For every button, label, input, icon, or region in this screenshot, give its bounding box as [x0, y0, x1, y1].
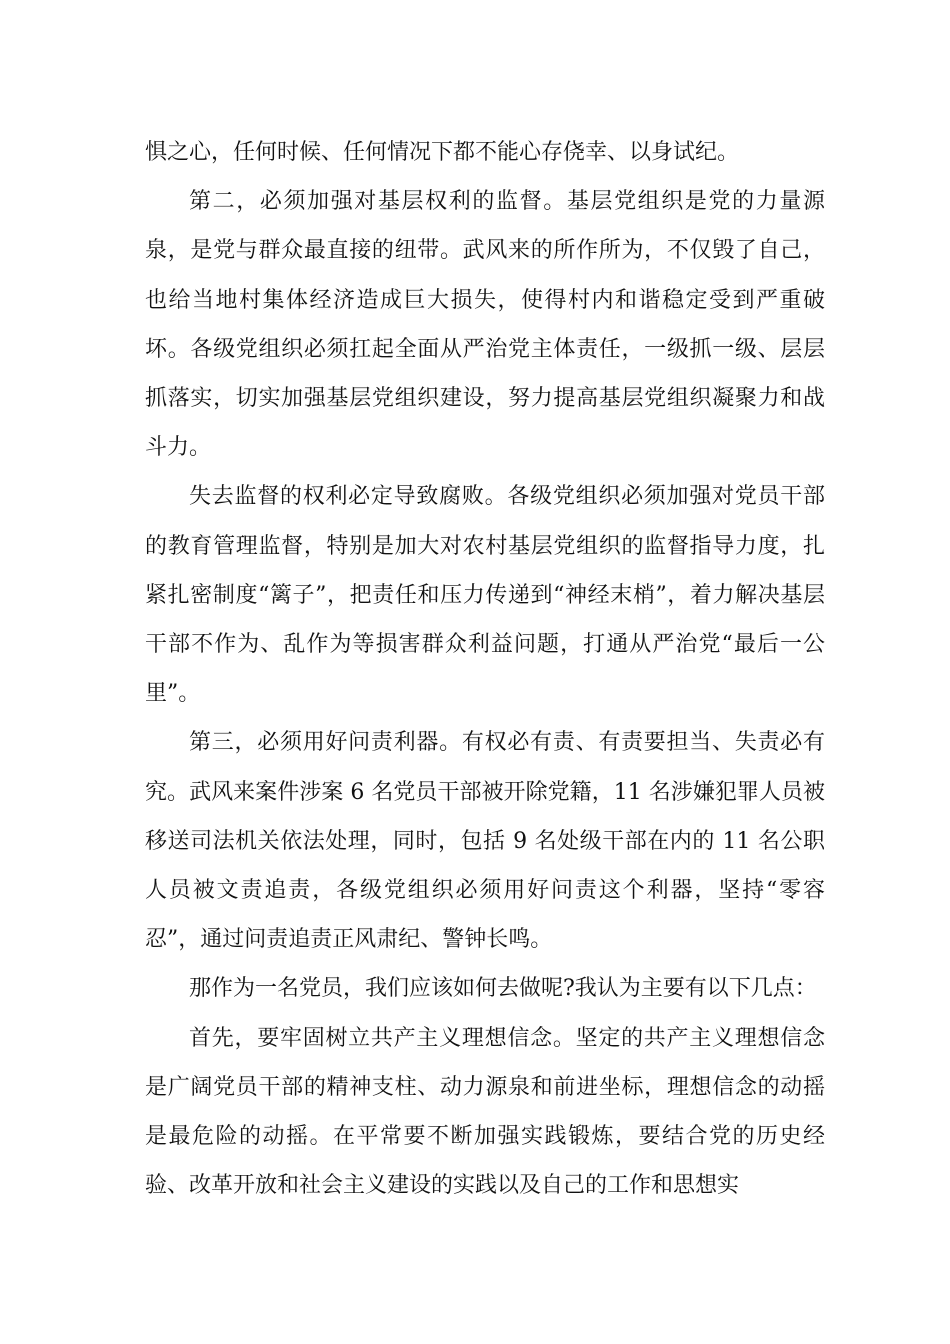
- paragraph-third-point: 第三，必须用好问责利器。有权必有责、有责要担当、失责必有究。武风来案件涉案 6 名党员干部被开除党籍，11 名涉嫌犯罪人员被移送司法机关依法处理，同时，包括 9 名处级干部在内的 11 名公职人员被文责追责，各级党组织必须用好问责这个利器，坚持“零容忍”，通过问责追责正风肃纪、警钟长鸣。: [145, 730, 825, 953]
- paragraph-supervision: 失去监督的权利必定导致腐败。各级党组织必须加强对党员干部的教育管理监督，特别是加大对农村基层党组织的监督指导力度，扎紧扎密制度“篱子”，把责任和压力传递到“神经末梢”，着力解决基层干部不作为、乱作为等损害群众利益问题，打通从严治党“最后一公里”。: [145, 484, 825, 707]
- paragraph-continuation: 惧之心，任何时候、任何情况下都不能心存侥幸、以身试纪。: [145, 140, 740, 165]
- paragraph-second-point: 第二，必须加强对基层权利的监督。基层党组织是党的力量源泉，是党与群众最直接的纽带。武风来的所作所为，不仅毁了自己，也给当地村集体经济造成巨大损失，使得村内和谐稳定受到严重破坏。各级党组织必须扛起全面从严治党主体责任，一级抓一级、层层抓落实，切实加强基层党组织建设，努力提高基层党组织凝聚力和战斗力。: [145, 189, 825, 461]
- document-body: [145, 128, 825, 1210]
- paragraph-first-measure: 首先，要牢固树立共产主义理想信念。坚定的共产主义理想信念是广阔党员干部的精神支柱、动力源泉和前进坐标，理想信念的动摇是最危险的动摇。在平常要不断加强实践锻炼，要结合党的历史经验、改革开放和社会主义建设的实践以及自己的工作和思想实: [145, 1025, 825, 1199]
- paragraph-question: 那作为一名党员，我们应该如何去做呢?我认为主要有以下几点：: [189, 976, 817, 1002]
